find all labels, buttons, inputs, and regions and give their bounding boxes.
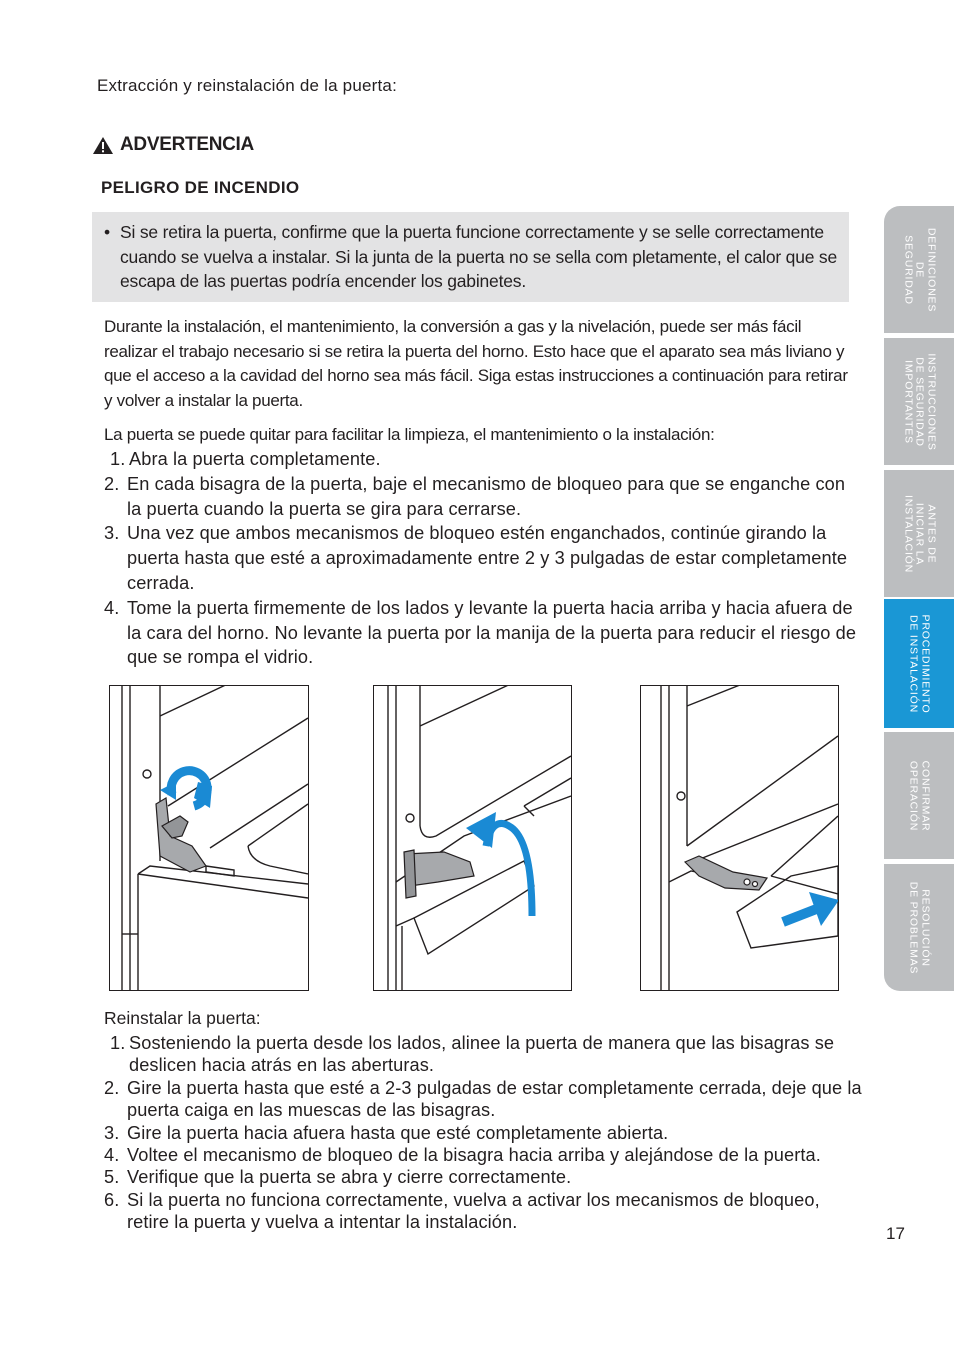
step-number: 4. bbox=[104, 1145, 120, 1166]
tab-important-safety[interactable] bbox=[884, 338, 954, 465]
step-text: Sosteniendo la puerta desde los lados, alinee la puerta de manera que las bisagras se deslicen hacia atrás en las aberturas. bbox=[129, 1033, 835, 1076]
step-text: Si la puerta no funciona correctamente, vuelva a activar los mecanismos de bloqueo, retire la puerta y vuelva a intentar la instalación. bbox=[127, 1189, 820, 1233]
tab-label: ANTES DE bbox=[925, 504, 938, 563]
bullet: • bbox=[104, 222, 111, 242]
removal-steps-list bbox=[104, 447, 864, 670]
list-item bbox=[104, 1122, 864, 1144]
section-title: Extracción y reinstalación de la puerta: bbox=[97, 76, 397, 95]
step-number: 3. bbox=[104, 523, 120, 544]
hazard-title: PELIGRO DE INCENDIO bbox=[101, 178, 300, 197]
step-number: 4. bbox=[104, 597, 120, 618]
hinge-figure-3 bbox=[640, 685, 839, 991]
step-number: 5. bbox=[104, 1167, 120, 1188]
hinge-lock-illustration bbox=[110, 686, 308, 990]
step-text: Una vez que ambos mecanismos de bloqueo estén enganchados, continúe girando la puerta hasta que esté a aproximadamente entre 2 y 3 pulgadas de estar completamente cerrada. bbox=[127, 523, 848, 593]
reinstall-intro: Reinstalar la puerta: bbox=[104, 1008, 261, 1028]
tab-label: DEFINICIONES bbox=[925, 227, 938, 312]
tab-label: INSTALACIÓN bbox=[902, 494, 915, 573]
tab-label: INSTRUCCIONES bbox=[925, 352, 938, 451]
list-item bbox=[104, 1077, 864, 1122]
step-number: 3. bbox=[104, 1122, 120, 1143]
warning-triangle-icon bbox=[92, 136, 114, 155]
tab-label: IMPORTANTES bbox=[902, 359, 915, 444]
door-slide-illustration bbox=[641, 686, 838, 990]
tab-before-install[interactable] bbox=[884, 470, 954, 597]
tab-label: INICIAR LA bbox=[913, 502, 926, 565]
step-number: 1. bbox=[110, 1033, 126, 1053]
tab-label: DE INSTALACIÓN bbox=[908, 614, 920, 713]
step-number: 6. bbox=[104, 1189, 120, 1210]
list-item bbox=[104, 1166, 864, 1188]
warning-heading bbox=[92, 134, 254, 156]
intro-paragraph: Durante la instalación, el mantenimiento, la conversión a gas y la nivelación, puede ser más fácil realizar el trabajo necesario si se retira la puerta del horno. Esto hace que el aparato sea más liviano y que el acceso a la cavidad del horno sea más fácil. Siga estas instrucciones a continuación para retirar y volver a instalar la puerta. bbox=[104, 317, 848, 410]
tab-label: RESOLUCIÓN bbox=[919, 888, 932, 967]
step-text: Verifique que la puerta se abra y cierre correctamente. bbox=[127, 1167, 572, 1188]
tab-label: CONFIRMAR bbox=[919, 760, 932, 831]
step-number: 2. bbox=[104, 473, 120, 494]
tab-safety-definitions[interactable] bbox=[884, 206, 954, 333]
list-item bbox=[104, 1144, 864, 1166]
step-text: En cada bisagra de la puerta, baje el mecanismo de bloqueo para que se enganche con la puerta cuando la puerta se gira para cerrarse. bbox=[127, 473, 846, 519]
step-number: 2. bbox=[104, 1077, 120, 1098]
door-rotate-illustration bbox=[374, 686, 571, 990]
tab-label: PROCEDIMIENTO bbox=[919, 614, 932, 713]
step-text: Gire la puerta hasta que esté a 2-3 pulgadas de estar completamente cerrada, deje que la puerta caiga en las muescas de las bisagras. bbox=[127, 1077, 862, 1121]
step-text: Tome la puerta firmemente de los lados y levante la puerta hacia arriba y hacia afuera de la cara del horno. No levante la puerta por la manija de la puerta para reducir el riesgo de que se rompa el vidrio. bbox=[127, 597, 857, 668]
warning-text: Si se retira la puerta, confirme que la puerta funcione correctamente y se selle correctamente cuando se vuelva a instalar. Si la junta de la puerta no se sella com pletamente, el calor que se escapa de las puertas podría encender los gabinetes. bbox=[120, 222, 838, 291]
reinstall-steps-list bbox=[104, 1032, 864, 1234]
list-item bbox=[104, 447, 864, 472]
step-text: Gire la puerta hacia afuera hasta que esté completamente abierta. bbox=[127, 1122, 669, 1143]
tab-troubleshooting[interactable] bbox=[884, 864, 954, 991]
tab-label: DE bbox=[913, 261, 926, 278]
list-item bbox=[104, 1032, 864, 1077]
tab-install-procedure[interactable] bbox=[884, 599, 954, 728]
removal-intro: La puerta se puede quitar para facilitar la limpieza, el mantenimiento o la instalación: bbox=[104, 425, 715, 444]
step-text: Abra la puerta completamente. bbox=[129, 449, 381, 469]
tab-confirm-operation[interactable] bbox=[884, 732, 954, 859]
hinge-figure-1 bbox=[109, 685, 309, 991]
hinge-figure-2 bbox=[373, 685, 572, 991]
tab-label: DE PROBLEMAS bbox=[908, 881, 920, 974]
tab-label: OPERACIÓN bbox=[908, 760, 920, 831]
tab-label: DE SEGURIDAD bbox=[913, 356, 926, 447]
warning-box bbox=[92, 212, 849, 302]
section-tabs bbox=[884, 206, 954, 991]
tab-label: SEGURIDAD bbox=[902, 234, 915, 305]
list-item bbox=[104, 596, 864, 670]
step-number: 1. bbox=[110, 449, 126, 469]
page-number: 17 bbox=[886, 1224, 905, 1243]
list-item bbox=[104, 1189, 864, 1234]
warning-label: ADVERTENCIA bbox=[120, 134, 254, 155]
step-text: Voltee el mecanismo de bloqueo de la bisagra hacia arriba y alejándose de la puerta. bbox=[127, 1145, 821, 1166]
list-item bbox=[104, 521, 864, 595]
list-item bbox=[104, 472, 864, 522]
